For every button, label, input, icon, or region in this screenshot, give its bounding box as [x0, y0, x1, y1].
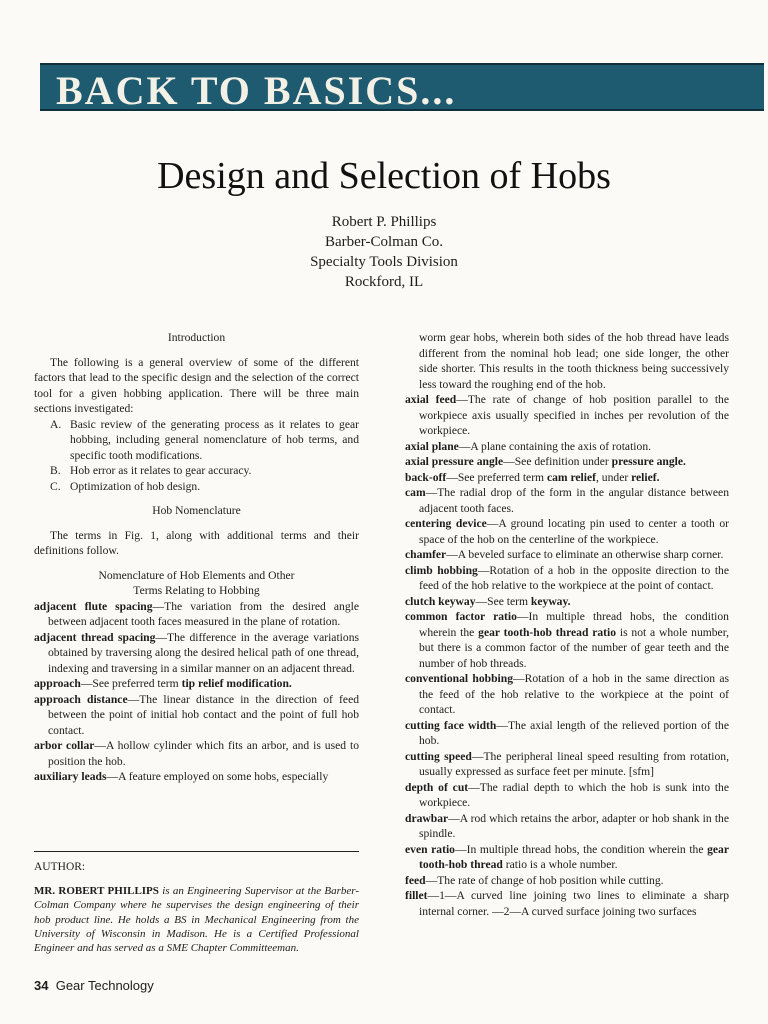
glossary-entry: [34, 630, 359, 677]
banner-title: BACK TO BASICS...: [56, 68, 457, 113]
glossary-term: approach: [34, 677, 81, 690]
glossary-definition: is not a whole number, but there is a common factor of the number of gear teeth and the number of hob threads.: [419, 625, 729, 670]
glossary-term: axial plane: [405, 439, 459, 453]
glossary-entry: [34, 769, 359, 785]
glossary-entry: [405, 671, 729, 718]
glossary-entry: [34, 738, 359, 769]
glossary-term: feed: [405, 873, 426, 887]
glossary-term: adjacent thread spacing: [34, 630, 156, 644]
glossary-definition: —The radial depth to which the hob is sunk into the workpiece.: [419, 780, 729, 809]
glossary-entry: [405, 563, 729, 594]
glossary-term: arbor collar: [34, 739, 95, 752]
glossary-cross-reference: keyway.: [530, 594, 571, 608]
glossary-term: cutting speed: [405, 749, 472, 763]
glossary-term: drawbar: [405, 811, 449, 825]
author-division: Specialty Tools Division: [310, 254, 458, 270]
glossary-definition: —A ground locating pin used to center a tooth or space of the hob on the centerline of the workpiece.: [419, 517, 729, 546]
article-title: Design and Selection of Hobs: [157, 155, 611, 197]
intro-heading: Introduction: [167, 331, 226, 344]
glossary-definition: —The rate of change of hob position parallel to the workpiece axis usually specified in inches per revolution of the workpiece.: [419, 393, 729, 437]
nomenclature-paragraph: The terms in Fig. 1, along with additional terms and their definitions follow.: [34, 528, 359, 557]
glossary-cross-reference: relief.: [631, 470, 660, 484]
terms-subheading: Nomenclature of Hob Elements and Other: [98, 568, 295, 582]
glossary-entry: [405, 873, 729, 889]
glossary-definition: —In multiple thread hobs, the condition wherein the: [419, 610, 729, 639]
bio-name: MR. ROBERT PHILLIPS: [34, 885, 159, 897]
glossary-definition: —The difference in the average variations obtained by traversing along the desired helical path of one thread, indexing and traversing in a similar manner on an adjacent thread.: [48, 630, 359, 675]
glossary-definition: —A beveled surface to eliminate an otherwise sharp corner.: [446, 548, 724, 561]
glossary-term: clutch keyway: [405, 594, 476, 608]
glossary-definition: —Rotation of a hob in the opposite direction to the feed of the hob relative to the workpiece at the point of contact.: [419, 563, 729, 592]
glossary-entry: [405, 516, 729, 547]
glossary-term: chamfer: [405, 548, 447, 561]
glossary-entry: [405, 888, 729, 919]
glossary-definition: , under: [596, 470, 632, 484]
glossary-entry: [405, 811, 729, 842]
glossary-definition: —A rod which retains the arbor, adapter or hob shank in the spindle.: [419, 811, 729, 840]
glossary-cross-reference: cam relief: [546, 470, 596, 484]
section-banner: [40, 63, 764, 111]
glossary-entry: [405, 485, 729, 516]
glossary-term: fillet: [405, 889, 428, 902]
glossary-term: even ratio: [405, 842, 455, 856]
glossary-definition: —The linear distance in the direction of feed between the point of initial hob contact and the point of full hob contact.: [48, 692, 360, 737]
glossary-definition: —See term: [475, 594, 531, 608]
author-name: Robert P. Phillips: [331, 214, 437, 230]
glossary-definition: —See definition under: [503, 455, 612, 468]
glossary-cross-reference: tip relief modification.: [181, 677, 292, 690]
glossary-definition: —A hollow cylinder which fits an arbor, and is used to position the hob.: [48, 739, 359, 768]
glossary-definition: —The peripheral lineal speed resulting from rotation, usually expressed as surface feet per minute. [sfm]: [419, 749, 729, 778]
glossary-cross-reference: gear tooth-hob thread: [419, 842, 729, 871]
glossary-term: cam: [405, 486, 426, 499]
glossary-definition: —1—A curved line joining two lines to eliminate a sharp internal corner. —2—A curved surface joining two surfaces: [419, 889, 729, 918]
glossary-term: axial pressure angle: [405, 455, 504, 468]
page-number: 34: [34, 978, 49, 993]
glossary-entry: [405, 439, 729, 455]
continued-definition: worm gear hobs, wherein both sides of the hob thread have leads different from the nominal hob lead; one side longer, the other side shorter. This results in the tooth thickness being successively less toward the roughing end of the hob.: [419, 331, 729, 391]
glossary-definition: —See preferred term: [80, 677, 182, 690]
glossary-definition: —In multiple thread hobs, the condition wherein the: [454, 842, 708, 856]
author-location: Rockford, IL: [344, 274, 424, 290]
glossary-definition: —The variation from the desired angle between adjacent tooth faces measured in the plane of rotation.: [48, 599, 359, 628]
glossary-term: back-off: [405, 470, 447, 484]
author-label: AUTHOR:: [34, 861, 86, 873]
glossary-definition: ratio is a whole number.: [502, 858, 618, 871]
glossary-definition: —Rotation of a hob in the same direction as the feed of the hob relative to the workpiece at the point of contact.: [419, 672, 729, 716]
glossary-definition: —A feature employed on some hobs, especially: [106, 770, 329, 783]
glossary-entry: [405, 454, 729, 470]
glossary-entry: [405, 470, 729, 486]
list-item: A. Basic review of the generating process as it relates to gear hobbing, including general nomenclature of hob terms, and specific tooth modifications.: [50, 417, 359, 462]
terms-subheading-line2: Terms Relating to Hobbing: [133, 584, 260, 597]
glossary-term: adjacent flute spacing: [34, 599, 153, 613]
glossary-definition: —A plane containing the axis of rotation.: [458, 439, 652, 453]
glossary-entry: [34, 599, 359, 630]
glossary-entry: [405, 609, 729, 671]
right-column: [405, 330, 729, 919]
list-item: B. Hob error as it relates to gear accuracy.: [50, 464, 252, 477]
author-company: Barber-Colman Co.: [324, 234, 443, 250]
glossary-definition: —The axial length of the relieved portion of the hob.: [419, 718, 729, 747]
bio-text: is an Engineering Supervisor at the Barber-Colman Company where he supervises the design engineering of their hob product line. He holds a BS in Mechanical Engineering from the University of Wisconsin in Madison. He is a Certified Professional Engineer and has served as a SME Chapter Committeeman.: [34, 885, 359, 955]
left-term-list: [34, 599, 359, 785]
glossary-definition: —The radial drop of the form in the angular distance between adjacent tooth faces.: [419, 486, 729, 515]
glossary-entry: [405, 392, 729, 439]
glossary-entry: [405, 842, 729, 873]
glossary-entry: [34, 676, 359, 692]
glossary-definition: —The rate of change of hob position while cutting.: [425, 873, 664, 887]
glossary-term: climb hobbing: [405, 563, 478, 577]
right-term-list: [405, 392, 729, 919]
glossary-term: approach distance: [34, 692, 128, 706]
page-footer: [34, 978, 154, 993]
intro-paragraph: The following is a general overview of some of the different factors that lead to the specific design and the selection of the correct tool for a given hobbing application. There will be three main sections investigated:: [34, 355, 359, 415]
glossary-term: auxiliary leads: [34, 770, 107, 783]
nomenclature-heading: Hob Nomenclature: [152, 504, 241, 517]
glossary-definition: —See preferred term: [446, 470, 547, 484]
glossary-entry: [405, 780, 729, 811]
glossary-term: cutting face width: [405, 718, 497, 732]
glossary-entry: [34, 692, 359, 739]
glossary-cross-reference: pressure angle.: [611, 455, 686, 468]
glossary-entry: [405, 718, 729, 749]
glossary-term: depth of cut: [405, 780, 469, 794]
glossary-term: axial feed: [405, 393, 457, 406]
glossary-cross-reference: gear tooth-hob thread ratio: [478, 625, 617, 639]
glossary-entry: [405, 749, 729, 780]
glossary-term: conventional hobbing: [405, 672, 514, 685]
magazine-name: Gear Technology: [55, 978, 154, 993]
list-item: C. Optimization of hob design.: [50, 479, 201, 493]
author-divider: [34, 851, 359, 852]
glossary-entry: [405, 594, 729, 610]
author-bio: [34, 884, 359, 955]
glossary-entry: [405, 547, 729, 563]
byline: [0, 212, 768, 292]
left-column: [34, 330, 359, 785]
glossary-term: centering device: [405, 517, 487, 530]
glossary-term: common factor ratio: [405, 610, 517, 623]
